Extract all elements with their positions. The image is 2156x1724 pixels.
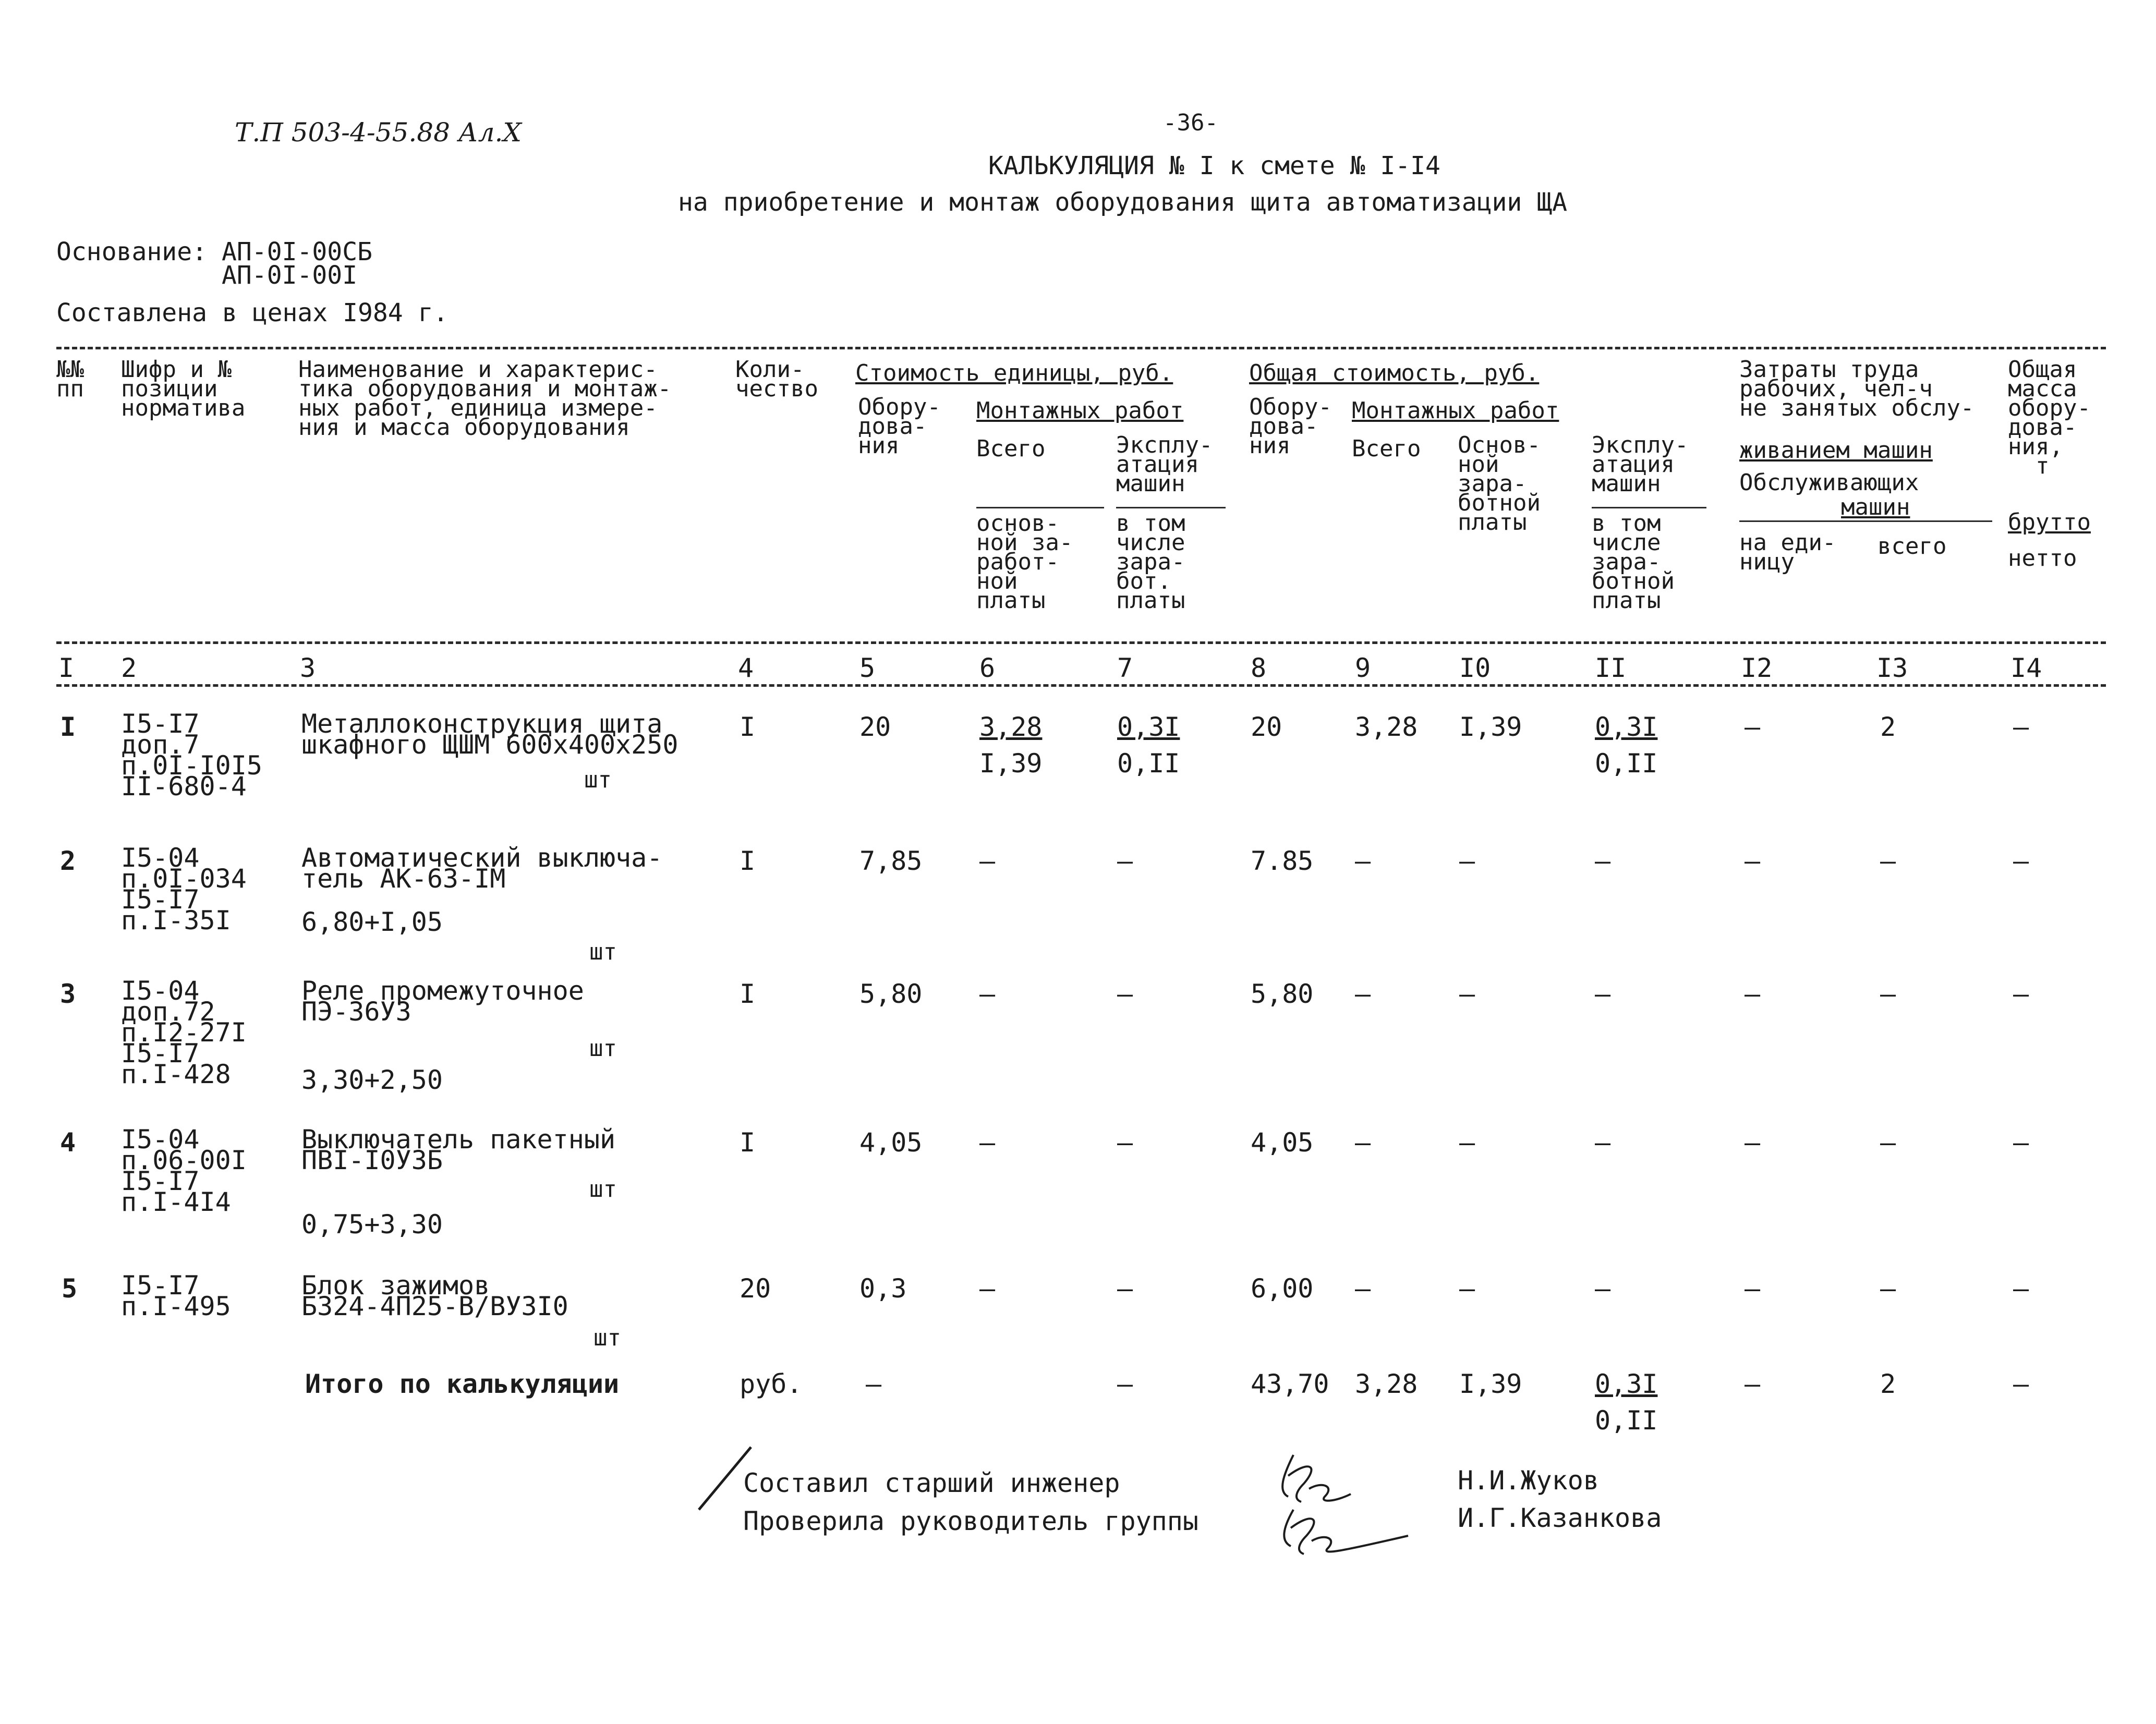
- col-number: 2: [121, 653, 137, 683]
- row-unit: шт: [584, 767, 612, 793]
- row-col-10: I,39: [1459, 712, 1522, 742]
- row-unit: шт: [589, 1035, 617, 1062]
- row-code: I5-04 п.0I-034 I5-I7 п.I-35I: [121, 843, 247, 936]
- row-code: I5-04 п.06-00I I5-I7 п.I-4I4: [121, 1124, 247, 1217]
- header-col-10: Основ- ной зара- ботной платы: [1458, 432, 1541, 536]
- col-number: 4: [738, 653, 754, 683]
- header-col-12: на еди- ницу: [1739, 529, 1836, 575]
- row-col-5: 4,05: [859, 1127, 923, 1158]
- header-col-14: Общая масса обору- дова- ния, т: [2008, 356, 2091, 479]
- total-label: Итого по калькуляции: [305, 1369, 620, 1399]
- header-netto: нетто: [2008, 545, 2077, 572]
- row-unit: шт: [589, 1176, 617, 1203]
- document-stamp: Т.П 503-4-55.88 Ал.X: [235, 117, 522, 148]
- header-col-4: Коли- чество: [735, 356, 818, 402]
- checked-by-name: И.Г.Казанкова: [1458, 1503, 1662, 1533]
- row-col-13: –: [1880, 979, 1896, 1009]
- header-col-3: Наименование и характерис- тика оборудования и монтаж- ных работ, единица измере- ния и масса оборудования: [298, 356, 672, 441]
- row-qty: I: [740, 846, 756, 876]
- document-title: КАЛЬКУЛЯЦИЯ № I к смете № I-I4: [988, 151, 1440, 180]
- row-col-6: –: [979, 1273, 996, 1304]
- col-number: 6: [979, 653, 996, 683]
- row-col-9: 3,28: [1355, 712, 1418, 742]
- header-col-11-rule: [1592, 507, 1706, 508]
- row-col-13: 2: [1880, 712, 1896, 742]
- row-col-14: –: [2013, 846, 2029, 876]
- basis-line-1: АП-0I-00СБ: [222, 237, 372, 266]
- header-bottom-rule: [56, 641, 2106, 644]
- row-col-11: –: [1595, 1127, 1611, 1158]
- row-col-6: –: [979, 979, 996, 1009]
- col-number: 5: [859, 653, 876, 683]
- total-col-11-bottom: 0,II: [1595, 1405, 1658, 1436]
- basis-line-2: АП-0I-00I: [222, 261, 358, 290]
- row-col-6: –: [979, 846, 996, 876]
- row-col-11: –: [1595, 846, 1611, 876]
- header-mont-works: Монтажных работ: [976, 397, 1184, 424]
- row-col-9: –: [1355, 846, 1371, 876]
- col-number: I2: [1741, 653, 1773, 683]
- row-col-14: –: [2013, 1273, 2029, 1304]
- row-col-13: –: [1880, 846, 1896, 876]
- header-col-5: Обору- дова- ния: [858, 394, 941, 459]
- row-extra: 0,75+3,30: [301, 1209, 443, 1240]
- row-col-6: –: [979, 1127, 996, 1158]
- row-qty: I: [740, 979, 756, 1009]
- row-extra: 3,30+2,50: [301, 1065, 443, 1095]
- row-col-13: –: [1880, 1127, 1896, 1158]
- prices-note: Составлена в ценах I984 г.: [56, 298, 449, 327]
- col-number: I0: [1459, 653, 1491, 683]
- row-col-8: 4,05: [1251, 1127, 1314, 1158]
- col-number: I4: [2010, 653, 2042, 683]
- total-col-9: 3,28: [1355, 1369, 1418, 1399]
- header-unit-cost: Стоимость единицы, руб.: [855, 360, 1173, 386]
- header-col-6-rule: [976, 507, 1104, 508]
- row-col-9: –: [1355, 1127, 1371, 1158]
- table-top-rule: [56, 347, 2106, 349]
- header-col-6: Всего: [976, 435, 1046, 462]
- row-name: Реле промежуточное ПЭ-36У3: [301, 976, 584, 1027]
- row-col-12: –: [1745, 979, 1761, 1009]
- col-number: 8: [1251, 653, 1267, 683]
- row-col-13: –: [1880, 1273, 1896, 1304]
- header-mont-works-2: Монтажных работ: [1352, 397, 1559, 424]
- header-labor-underlined: живанием машин: [1739, 437, 1933, 464]
- total-col-13: 2: [1880, 1369, 1896, 1399]
- header-col-7: Эксплу- атация машин: [1116, 432, 1213, 497]
- col-number: 9: [1355, 653, 1371, 683]
- header-col-1: №№ пп: [56, 356, 84, 402]
- row-col-10: –: [1459, 1127, 1475, 1158]
- row-unit: шт: [589, 939, 617, 965]
- row-col-8: 7.85: [1251, 846, 1314, 876]
- row-number: I: [60, 712, 76, 742]
- row-col-11-top: 0,3I: [1595, 712, 1658, 742]
- col-number: 7: [1117, 653, 1133, 683]
- row-col-7-bottom: 0,II: [1117, 748, 1180, 779]
- total-col-11-top: 0,3I: [1595, 1369, 1658, 1399]
- header-col-8: Обору- дова- ния: [1249, 394, 1332, 459]
- row-col-6-bottom: I,39: [979, 748, 1043, 779]
- row-col-12: –: [1745, 1127, 1761, 1158]
- row-col-5: 7,85: [859, 846, 923, 876]
- row-name: Выключатель пакетный ПВI-I0У3Б: [301, 1124, 616, 1175]
- row-extra: 6,80+I,05: [301, 907, 443, 937]
- row-number: 3: [60, 979, 76, 1009]
- checked-by-label: Проверила руководитель группы: [743, 1506, 1198, 1536]
- row-qty: I: [740, 712, 756, 742]
- row-number: 5: [62, 1273, 78, 1304]
- header-total-cost: Общая стоимость, руб.: [1249, 360, 1540, 386]
- header-serving: Обслуживающих: [1739, 469, 1919, 496]
- col-number-rule: [56, 684, 2106, 687]
- row-number: 4: [60, 1127, 76, 1158]
- row-col-10: –: [1459, 1273, 1475, 1304]
- row-col-7: –: [1117, 1127, 1133, 1158]
- total-col-12: –: [1745, 1369, 1761, 1399]
- row-code: I5-04 доп.72 п.I2-27I I5-I7 п.I-428: [121, 976, 247, 1089]
- row-name: Автоматический выключа- тель АК-63-IМ: [301, 843, 663, 894]
- row-col-10: –: [1459, 846, 1475, 876]
- row-col-10: –: [1459, 979, 1475, 1009]
- row-col-14: –: [2013, 979, 2029, 1009]
- header-col-9: Всего: [1352, 435, 1421, 462]
- signature-mark: [1273, 1444, 1419, 1570]
- row-col-12: –: [1745, 712, 1761, 742]
- header-col-7-rule: [1116, 507, 1226, 508]
- row-col-7-top: 0,3I: [1117, 712, 1180, 742]
- header-brutto: брутто: [2008, 509, 2091, 536]
- header-col-11-sub: в том числе зара- ботной платы: [1592, 510, 1675, 614]
- total-unit: руб.: [740, 1369, 803, 1399]
- row-col-8: 20: [1251, 712, 1282, 742]
- compiled-by-label: Составил старший инженер: [743, 1468, 1120, 1498]
- row-col-5: 5,80: [859, 979, 923, 1009]
- row-col-11: –: [1595, 1273, 1611, 1304]
- row-name: Металлоконструкция щита шкафного ЩШМ 600х400х250: [301, 709, 679, 760]
- row-col-7: –: [1117, 846, 1133, 876]
- compiled-by-name: Н.И.Жуков: [1458, 1465, 1599, 1496]
- total-col-5: –: [866, 1369, 882, 1399]
- col-number: I: [58, 653, 75, 683]
- row-qty: 20: [740, 1273, 771, 1304]
- row-col-5: 0,3: [859, 1273, 907, 1304]
- row-col-11-bottom: 0,II: [1595, 748, 1658, 779]
- page-number: -36-: [1163, 110, 1218, 136]
- total-col-10: I,39: [1459, 1369, 1522, 1399]
- row-unit: шт: [593, 1325, 621, 1351]
- row-col-8: 5,80: [1251, 979, 1314, 1009]
- header-col-13: всего: [1878, 533, 1947, 560]
- row-col-14: –: [2013, 1127, 2029, 1158]
- row-number: 2: [60, 846, 76, 876]
- row-col-12: –: [1745, 1273, 1761, 1304]
- total-col-8: 43,70: [1251, 1369, 1329, 1399]
- row-col-6-top: 3,28: [979, 712, 1043, 742]
- total-col-7: –: [1117, 1369, 1133, 1399]
- row-name: Блок зажимов Б324-4П25-В/ВУ3I0: [301, 1270, 568, 1321]
- header-serving-rule: [1739, 520, 1992, 522]
- row-col-14: –: [2013, 712, 2029, 742]
- total-col-14: –: [2013, 1369, 2029, 1399]
- header-labor: Затраты труда рабочих, чел-ч не занятых обслу-: [1739, 356, 1975, 421]
- row-col-8: 6,00: [1251, 1273, 1314, 1304]
- row-col-7: –: [1117, 1273, 1133, 1304]
- row-col-9: –: [1355, 979, 1371, 1009]
- header-col-7-sub: в том числе зара- бот. платы: [1116, 510, 1185, 614]
- row-col-7: –: [1117, 979, 1133, 1009]
- row-qty: I: [740, 1127, 756, 1158]
- row-col-9: –: [1355, 1273, 1371, 1304]
- col-number: II: [1595, 653, 1627, 683]
- row-code: I5-I7 п.I-495: [121, 1270, 231, 1321]
- row-code: I5-I7 доп.7 п.0I-I0I5 II-680-4: [121, 709, 262, 802]
- row-col-12: –: [1745, 846, 1761, 876]
- header-col-11: Эксплу- атация машин: [1592, 432, 1689, 497]
- document-subtitle: на приобретение и монтаж оборудования щита автоматизации ЩА: [678, 188, 1568, 217]
- row-col-5: 20: [859, 712, 891, 742]
- col-number: 3: [300, 653, 316, 683]
- header-col-2: Шифр и № позиции норматива: [121, 356, 246, 421]
- header-machines: машин: [1841, 494, 1910, 520]
- header-col-6-sub: основ- ной за- работ- ной платы: [976, 510, 1073, 614]
- basis-label: Основание:: [56, 237, 207, 266]
- row-col-11: –: [1595, 979, 1611, 1009]
- col-number: I3: [1876, 653, 1908, 683]
